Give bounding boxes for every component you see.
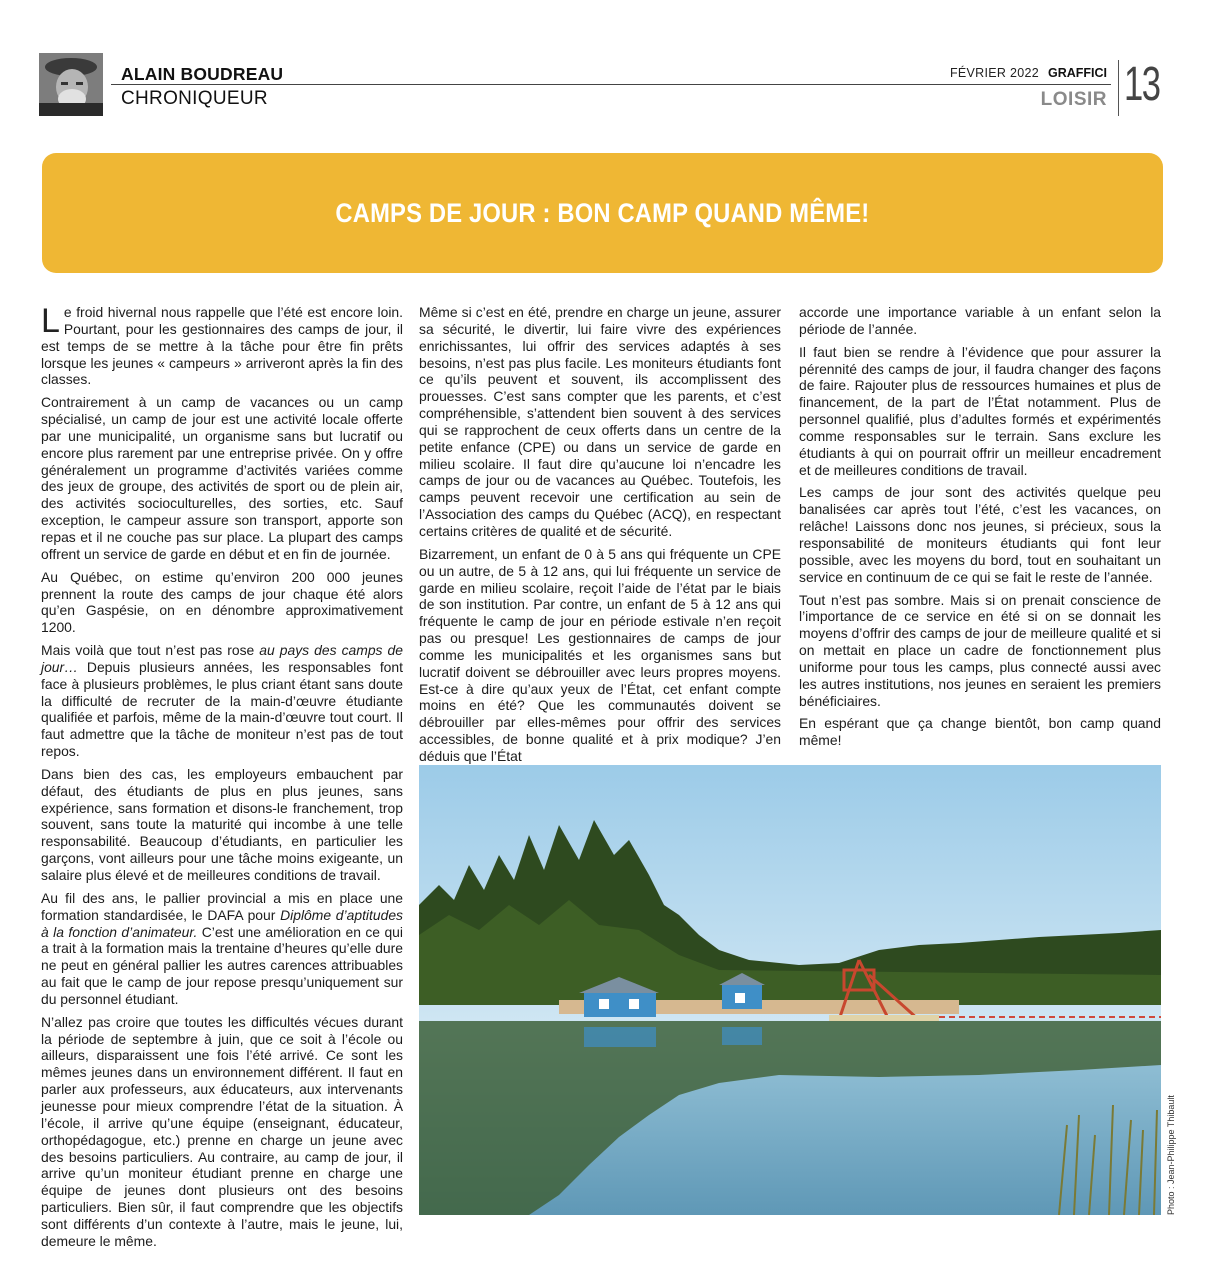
paragraph: Même si c’est en été, prendre en charge un jeune, assurer sa sécurité, le divertir, lui faire vivre des expériences enrichissantes, lui offrir des services adaptés à ses besoins, n’est pas plus facile. Les moniteurs étudiants font ce qu’ils peuvent et souvent, ils accomplissent des prouesses. C’est sans compter que les parents, et c’est compréhensible, s’attendent bien souvent à des services qui se rapprochent de ceux offerts dans un centre de la petite enfance (CPE) ou dans un service de garde en milieu scolaire. Il faut dire qu’aucune loi n’encadre les camps de jour ou de vacances au Québec. Toutefois, les camps peuvent recevoir une certification au sein de l’Association des camps du Québec (ACQ), en respectant certains critères de qualité et de sécurité.: [419, 304, 781, 539]
paragraph: [41, 890, 403, 1008]
paragraph-text: Depuis plusieurs années, les responsables font face à plusieurs problèmes, le plus criant étant sans doute la difficulté de recruter de la main-d’œuvre étudiante qualifiée et parfois, même de la main-d’œuvre tout court. Il faut admettre que la tâche de moniteur n’est pas de tout repos.: [41, 658, 403, 760]
publication-name: GRAFFICI: [1047, 66, 1107, 80]
paragraph: En espérant que ça change bientôt, bon camp quand même!: [799, 715, 1161, 749]
paragraph: Contrairement à un camp de vacances ou un camp spécialisé, un camp de jour est une activité locale offerte par une municipalité, un organisme sans but lucratif ou encore plus rarement par une entreprise privée. On y offre généralement un programme d’activités variées comme des jeux de groupe, des activités de sport ou de plein air, des activités socioculturelles, des sorties, etc. Sauf exception, le campeur assure son transport, apporte son repas et il ne couche pas sur place. La plupart des camps offrent un service de garde en début et en fin de journée.: [41, 394, 403, 562]
issue-date: FÉVRIER 2022: [949, 66, 1039, 80]
article-column-3: [799, 304, 1161, 755]
article-column-2: [419, 304, 781, 771]
paragraph: Tout n’est pas sombre. Mais si on prenait conscience de l’importance de ce service en été si on se donnait les moyens d’offrir des camps de jour de meilleure qualité et si on mettait en place un cadre de fonctionnement plus uniforme pour tous les camps, plus connecté aussi avec les autres institutions, nos jeunes en seraient les premiers bénéficiaires.: [799, 591, 1161, 709]
paragraph: Au Québec, on estime qu’environ 200 000 jeunes prennent la route des camps de jour chaque été alors qu’en Gaspésie, on en dénombre approximativement 1200.: [41, 568, 403, 636]
author-photo: [39, 53, 103, 116]
author-name: ALAIN BOUDREAU: [121, 64, 284, 84]
section-name: LOISIR: [1040, 89, 1107, 110]
paragraph: accorde une importance variable à un enfant selon la période de l’année.: [799, 304, 1161, 337]
lake-photo: [419, 765, 1161, 1215]
paragraph-text: e froid hivernal nous rappelle que l’été est encore loin. Pourtant, pour les gestionnaires des camps de jour, il est temps de se mettre à la tâche pour être fin prêts lorsque les jeunes « campeurs » arriveront après la fin des classes.: [41, 304, 403, 388]
paragraph: Dans bien des cas, les employeurs embauchent par défaut, des étudiants de plus en plus jeunes, sans expérience, sans formation et disons-le franchement, trop souvent, sans toute la maturité qui incombe à une telle responsabilité. Beaucoup d’étudiants, en particulier les garçons, vont ailleurs pour une tâche moins exigeante, un salaire plus élevé et de meilleures conditions de travail.: [41, 765, 403, 883]
paragraph: Il faut bien se rendre à l’évidence que pour assurer la pérennité des camps de jour, il faudra changer des façons de faire. Rajouter plus de ressources humaines et plus de financement, de la part de l’État notamment. Plus de personnel qualifié, plus d’adultes formés et expérimentés comme responsables sur le terrain. Sans exclure les étudiants à qui on pourrait offrir un meilleur encadrement et de meilleures conditions de travail.: [799, 343, 1161, 478]
article-column-1: [41, 304, 403, 1256]
paragraph: [41, 642, 403, 760]
paragraph-text: C’est une amélioration en ce qui a trait à la formation mais la trentaine d’heures qu’elle dure ne peut en général pallier les autres carences attribuables au fait que le camp de jour repose presqu’uniquement sur du personnel étudiant.: [41, 923, 403, 1007]
italic-phrase: Diplôme d’aptitudes à la fonction d’animateur.: [41, 906, 404, 940]
page-number-divider: [1118, 60, 1119, 116]
paragraph: N’allez pas croire que toutes les difficultés vécues durant la période de septembre à juin, que ce soit à l’école ou ailleurs, disparaissent une fois l’été arrivé. Ce sont les mêmes jeunes dans un environnement différent. Il faut en parler aux professeurs, aux éducateurs, aux intervenants jeunesse pour mieux comprendre l’état de la situation. À l’école, il arrive qu’une équipe (enseignant, éducateur, orthopédagogue, etc.) prenne en charge un jeune avec des besoins particuliers. Au contraire, au camp de jour, il arrive qu’un moniteur étudiant prenne en charge une équipe de jeunes dont plusieurs ont des besoins particuliers. Bien sûr, il faut comprendre que les objectifs sont différents d’un contexte à l’autre, mais le jeune, lui, demeure le même.: [41, 1013, 403, 1249]
paragraph-text: Mais voilà que tout n’est pas rose: [41, 642, 260, 659]
title-banner: [42, 153, 1163, 273]
paragraph-text: Au fil des ans, le pallier provincial a mis en place une formation standardisée, le DAFA pour: [41, 889, 403, 923]
italic-phrase: au pays des camps de jour…: [41, 642, 403, 675]
dropcap: L: [41, 302, 60, 340]
article-title: CAMPS DE JOUR : BON CAMP QUAND MÊME!: [335, 197, 870, 228]
page-number: 13: [1124, 58, 1160, 111]
paragraph: [41, 304, 403, 388]
paragraph: Bizarrement, un enfant de 0 à 5 ans qui fréquente un CPE ou un autre, de 5 à 12 ans, qui lui fréquente un service de garde en milieu scolaire, reçoit l’aide de l’état par le biais de son institution. Par contre, un enfant de 5 à 12 ans qui fréquente le camp de jour en période estivale n’en reçoit pas ou presque! Les gestionnaires de camps de jour comme les municipalités et les organismes sans but lucratif doivent se débrouiller avec leurs propres moyens. Est-ce à dire qu’aux yeux de l’État, cet enfant compte moins en été? Que les communautés doivent se débrouiller par elles-mêmes pour offrir des services accessibles, de bonne qualité et à prix modique? J’en déduis que l’État: [419, 545, 781, 764]
paragraph: Les camps de jour sont des activités quelque peu banalisées car après tout l’été, c’est les vacances, on relâche! Laissons donc nos jeunes, si précieux, sous la responsabilité de moniteurs étudiants qui font leur possible, avec les moyens du bord, tout en souhaitant un service en continuum de ce qui se fait le reste de l’année.: [799, 484, 1161, 585]
photo-credit: Photo : Jean-Philippe Thibault: [1166, 1095, 1176, 1215]
author-role: CHRONIQUEUR: [121, 88, 268, 109]
